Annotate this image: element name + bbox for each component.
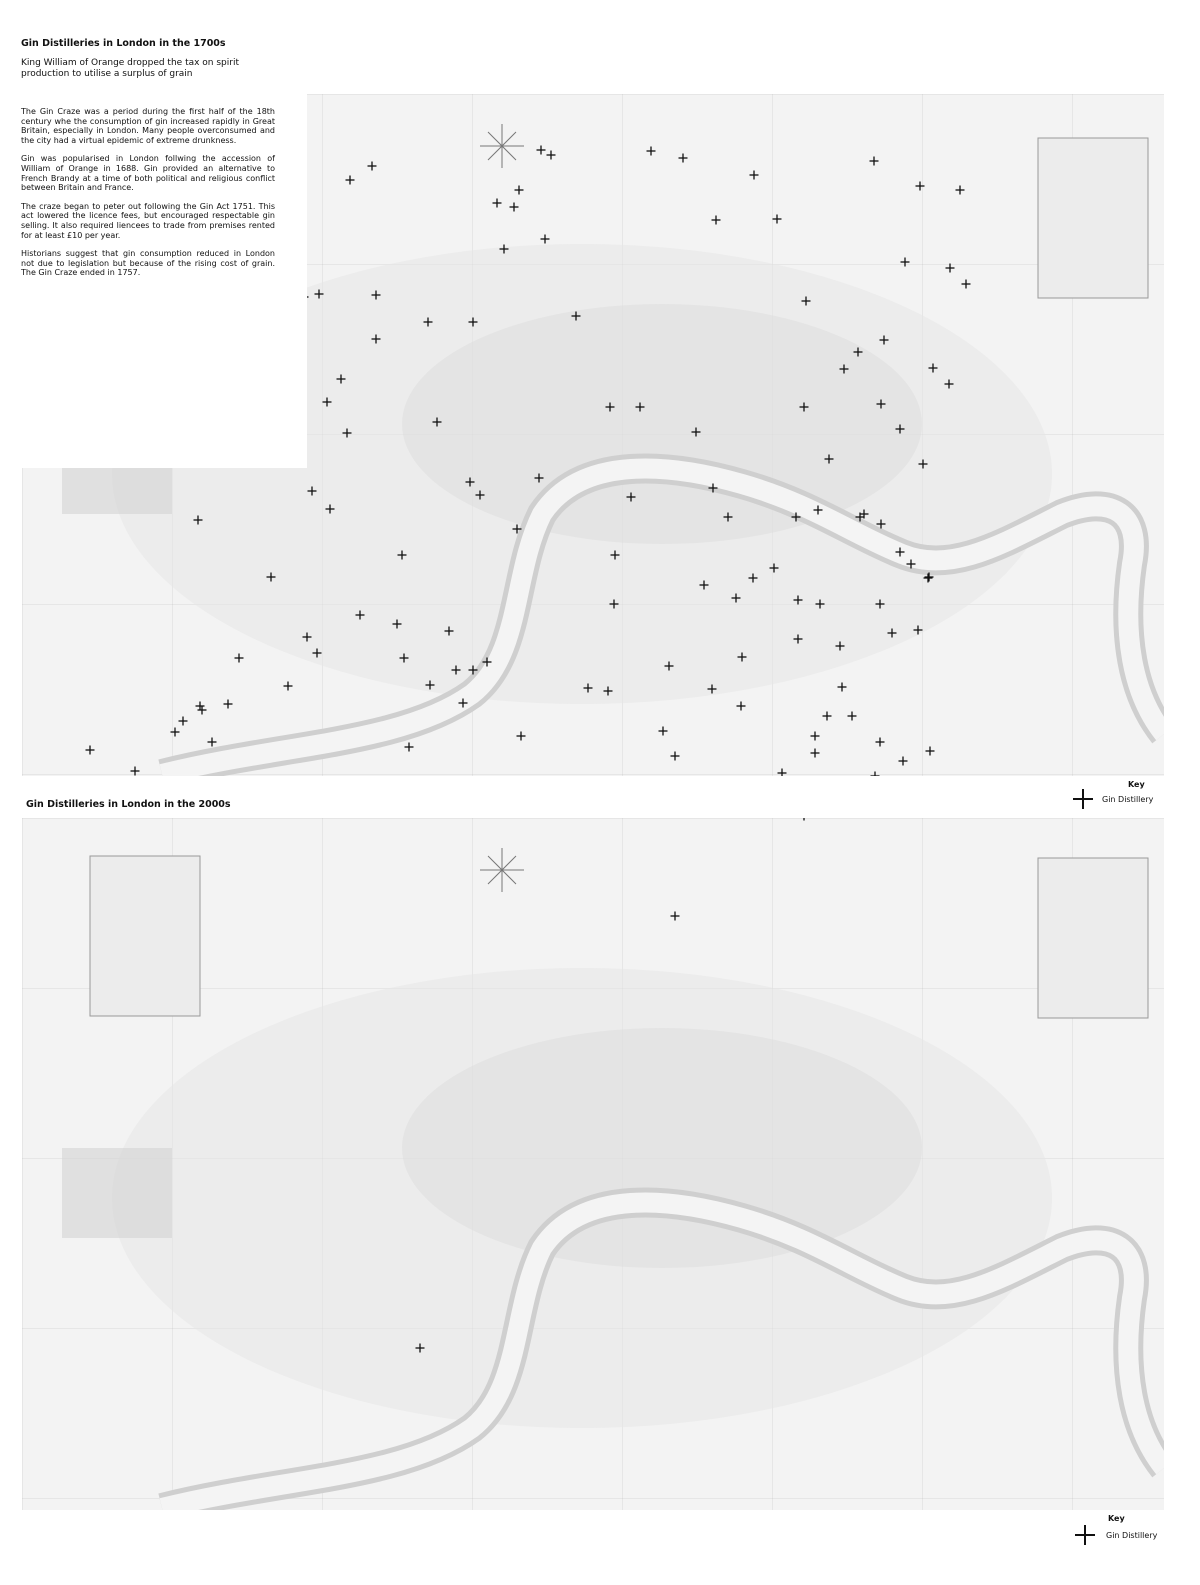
distillery-marker-cross-icon xyxy=(86,746,95,755)
distillery-marker-cross-icon xyxy=(208,738,217,747)
distillery-marker-cross-icon xyxy=(284,682,293,691)
cross-icon xyxy=(1074,1524,1096,1546)
compass-rose-icon xyxy=(480,848,524,892)
distillery-marker-cross-icon xyxy=(750,171,759,180)
distillery-marker-cross-icon xyxy=(962,280,971,289)
distillery-marker-cross-icon xyxy=(823,712,832,721)
map-index-table xyxy=(1038,138,1148,298)
key-label: Gin Distillery xyxy=(1102,795,1154,804)
key-label: Gin Distillery xyxy=(1106,1531,1158,1540)
page-title: Gin Distilleries in London in the 1700s xyxy=(21,38,226,49)
distillery-marker-cross-icon xyxy=(901,258,910,267)
distillery-marker-cross-icon xyxy=(131,767,140,776)
map-index-table-right xyxy=(1038,858,1148,1018)
distillery-marker-cross-icon xyxy=(811,732,820,741)
distillery-marker-cross-icon xyxy=(368,162,377,171)
distillery-marker-cross-icon xyxy=(515,186,524,195)
park xyxy=(62,1148,172,1238)
distillery-marker-cross-icon xyxy=(196,702,205,711)
distillery-marker-cross-icon xyxy=(778,769,787,777)
subtitle: King William of Orange dropped the tax on spirit production to utilise a surplus of grain xyxy=(21,58,239,79)
distillery-marker-cross-icon xyxy=(876,738,885,747)
distillery-marker-cross-icon xyxy=(224,700,233,709)
paragraph-1: The Gin Craze was a period during the first half of the 18th century whe the consumption of gin increased rapidly in Great Britain, especially in London. Many people overconsumed and the city had a virtual epidemic of extreme drunkness. xyxy=(21,107,275,145)
distillery-marker-cross-icon xyxy=(838,683,847,692)
compass-rose-icon xyxy=(480,124,524,168)
city-core xyxy=(402,1028,922,1268)
distillery-marker-cross-icon xyxy=(537,146,546,155)
distillery-marker-cross-icon xyxy=(659,727,668,736)
distillery-marker-cross-icon xyxy=(235,654,244,663)
city-core xyxy=(402,304,922,544)
distillery-marker-cross-icon xyxy=(510,203,519,212)
key-legend-1 xyxy=(1070,778,1170,814)
distillery-marker-cross-icon xyxy=(517,732,526,741)
distillery-marker-cross-icon xyxy=(671,912,680,921)
distillery-marker-cross-icon xyxy=(405,743,414,752)
distillery-marker-cross-icon xyxy=(871,772,880,777)
distillery-marker-cross-icon xyxy=(541,235,550,244)
distillery-marker-cross-icon xyxy=(926,747,935,756)
section-title-2000s: Gin Distilleries in London in the 2000s xyxy=(26,799,231,810)
distillery-marker-cross-icon xyxy=(800,818,809,821)
distillery-marker-cross-icon xyxy=(671,752,680,761)
distillery-marker-cross-icon xyxy=(811,749,820,758)
distillery-marker-cross-icon xyxy=(547,151,556,160)
distillery-marker-cross-icon xyxy=(737,702,746,711)
key-legend-2 xyxy=(1072,1512,1172,1548)
distillery-marker-cross-icon xyxy=(346,176,355,185)
distillery-marker-cross-icon xyxy=(198,706,207,715)
paragraph-2: Gin was popularised in London follwing the accession of William of Orange in 1688. Gin provided an alternative to French Brandy at a time of both political and religious conflict between Britain and France. xyxy=(21,154,275,193)
distillery-marker-cross-icon xyxy=(179,717,188,726)
distillery-marker-cross-icon xyxy=(493,199,502,208)
key-title: Key xyxy=(1108,1514,1125,1523)
paragraph-4: Historians suggest that gin consumption reduced in London not due to legislation but because of the rising cost of grain. The Gin Craze ended in 1757. xyxy=(21,249,275,278)
distillery-marker-cross-icon xyxy=(848,712,857,721)
distillery-marker-cross-icon xyxy=(899,757,908,766)
distillery-marker-cross-icon xyxy=(773,215,782,224)
distillery-marker-cross-icon xyxy=(870,157,879,166)
distillery-marker-cross-icon xyxy=(916,182,925,191)
distillery-marker-cross-icon xyxy=(647,147,656,156)
distillery-marker-cross-icon xyxy=(712,216,721,225)
paragraph-3: The craze began to peter out following the Gin Act 1751. This act lowered the licence fees, but encouraged respectable gin selling. It also required liencees to trade from premises rented for at least £10 per year. xyxy=(21,201,275,240)
map-2000s-layer xyxy=(22,818,1164,1510)
distillery-marker-cross-icon xyxy=(946,264,955,273)
map-index-table-left xyxy=(90,856,200,1016)
distillery-marker-cross-icon xyxy=(171,728,180,737)
distillery-marker-cross-icon xyxy=(679,154,688,163)
description xyxy=(21,107,275,287)
cross-icon xyxy=(1072,788,1094,810)
map-2000s xyxy=(22,818,1164,1510)
distillery-marker-cross-icon xyxy=(956,186,965,195)
key-title: Key xyxy=(1128,780,1145,789)
